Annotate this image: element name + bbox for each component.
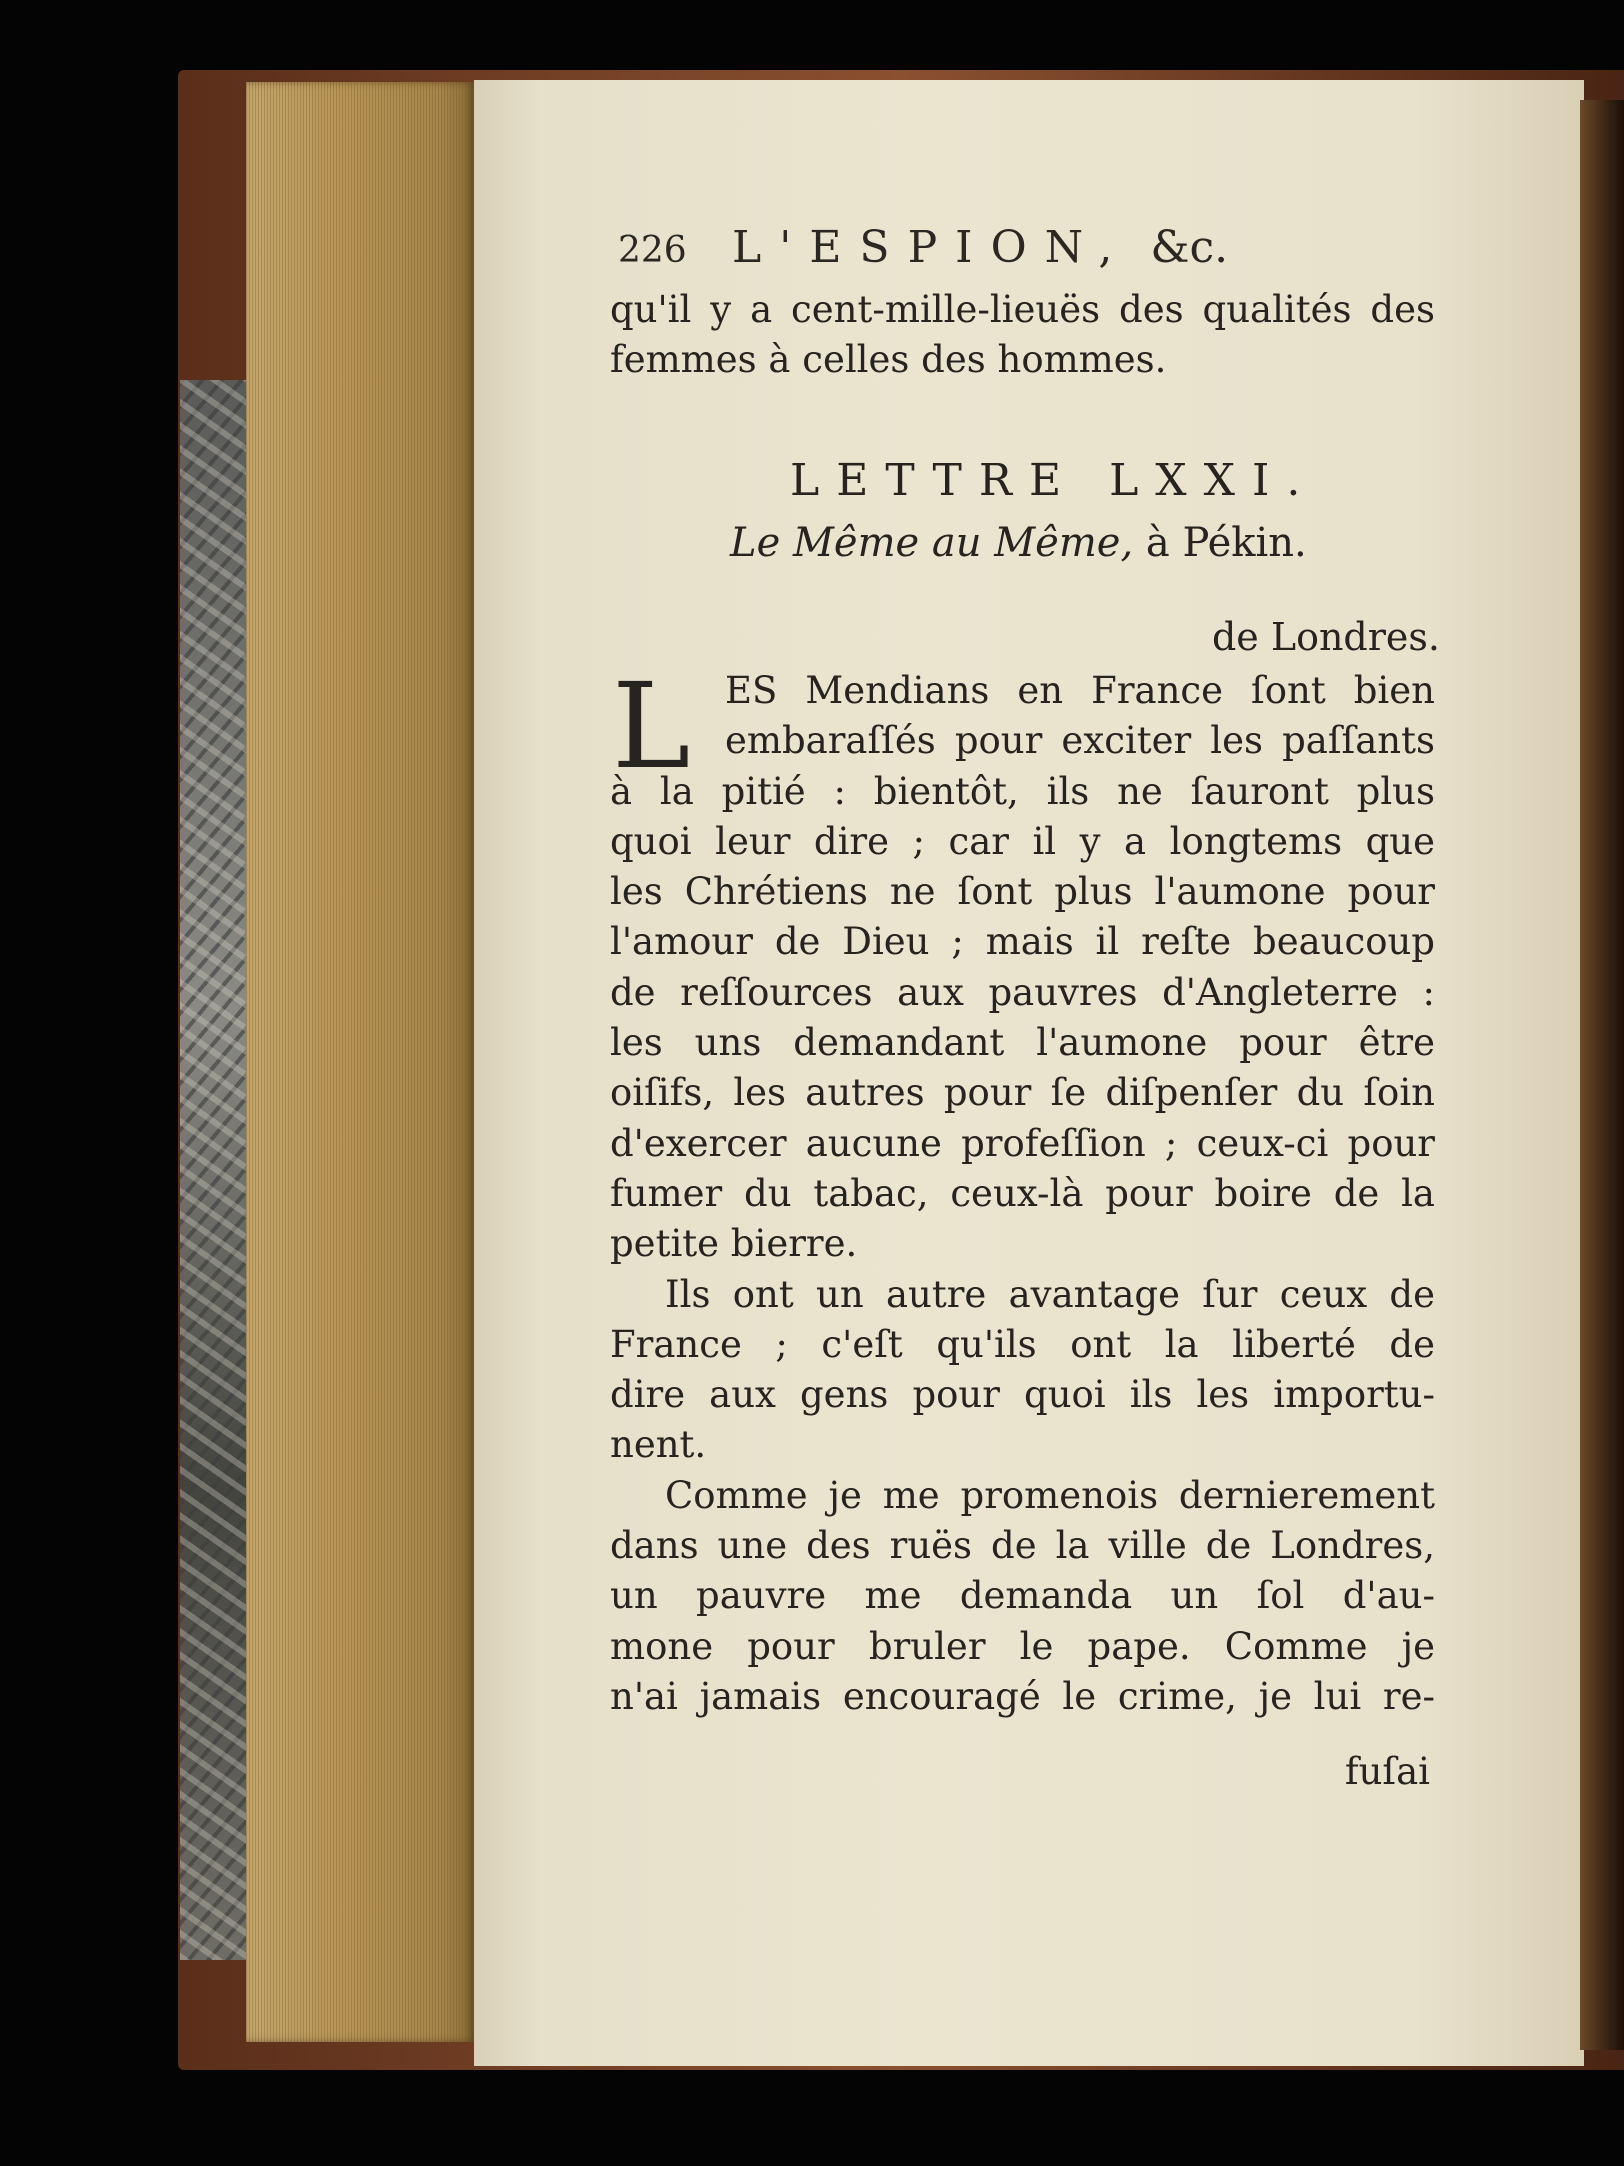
letter-body — [610, 657, 1435, 1722]
header-title: L'ESPION, — [732, 222, 1131, 273]
text-line: petite bierre. — [610, 1222, 858, 1266]
drop-cap: L — [612, 657, 691, 795]
page-number: 226 — [618, 230, 687, 271]
letter-heading: LETTRE LXXI. — [790, 455, 1318, 506]
continuation-text — [610, 285, 1435, 386]
page-edges — [246, 82, 474, 2042]
text-line: quoi leur dire ; car il y a longtems que — [610, 819, 1435, 863]
letter-place: de Londres. — [1211, 615, 1440, 659]
catchword: fuſai — [1344, 1750, 1430, 1793]
text-line: oiſifs, les autres pour ſe diſpenſer du ſoin — [610, 1071, 1435, 1115]
text-line: nent. — [610, 1423, 707, 1467]
subtitle-place: à Pékin. — [1145, 520, 1307, 566]
running-head — [618, 222, 1318, 273]
text-line: de reſſources aux pauvres d'Angleterre : — [610, 970, 1435, 1014]
text-line: l'amour de Dieu ; mais il reſte beaucoup — [610, 920, 1435, 964]
text-line: à la pitié : bientôt, ils ne ſauront plus — [610, 769, 1435, 813]
text-line: ES Mendians en France ſont bien — [725, 669, 1435, 712]
text-line: dans une des ruës de la ville de Londres, — [610, 1524, 1435, 1568]
text-line: qu'il y a cent-mille-lieuës des qualités des — [610, 288, 1435, 331]
text-line: les uns demandant l'aumone pour être — [610, 1021, 1435, 1065]
text-line: un pauvre me demanda un ſol d'au- — [610, 1574, 1435, 1618]
text-line: n'ai jamais encouragé le crime, je lui re- — [610, 1674, 1435, 1718]
header-etc: &c. — [1150, 222, 1229, 273]
text-line: mone pour bruler le pape. Comme je — [610, 1624, 1435, 1668]
text-line: embaraſſés pour exciter les paſſants — [725, 719, 1435, 763]
binding-edge — [1580, 100, 1624, 2050]
text-line: Ils ont un autre avantage ſur ceux de — [665, 1272, 1435, 1316]
subtitle-addressee: Le Même au Même, — [730, 520, 1134, 566]
text-line: d'exercer aucune profeſſion ; ceux-ci pour — [610, 1121, 1435, 1165]
text-line: dire aux gens pour quoi ils les importu- — [610, 1373, 1435, 1417]
text-line: France ; c'eſt qu'ils ont la liberté de — [610, 1322, 1435, 1366]
letter-subtitle — [730, 520, 1350, 566]
text-line: fumer du tabac, ceux-là pour boire de la — [610, 1171, 1435, 1215]
text-line: les Chrétiens ne ſont plus l'aumone pour — [610, 870, 1435, 914]
marbled-board — [180, 380, 250, 1960]
text-line: Comme je me promenois dernierement — [665, 1473, 1435, 1517]
text-line: femmes à celles des hommes. — [610, 338, 1167, 382]
